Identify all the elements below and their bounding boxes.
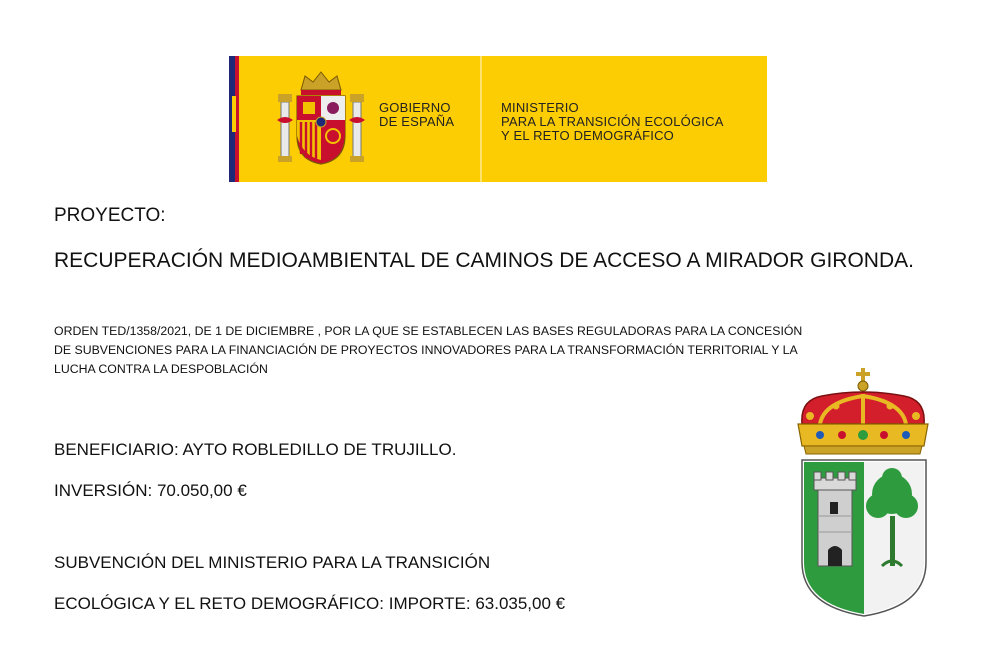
gobierno-line-1: GOBIERNO (379, 100, 451, 115)
municipal-coat-of-arms-icon (790, 366, 938, 618)
gobierno-espana-text (379, 101, 454, 129)
project-label: PROYECTO: (54, 205, 166, 226)
project-title: RECUPERACIÓN MEDIOAMBIENTAL DE CAMINOS DE ACCESO A MIRADOR GIRONDA. (54, 249, 914, 272)
gobierno-line-2: DE ESPAÑA (379, 114, 455, 129)
order-line-1: ORDEN TED/1358/2021, DE 1 DE DICIEMBRE , POR LA QUE SE ESTABLECEN LAS BASES REGULADORAS PARA LA CONCESIÓN (54, 324, 803, 338)
subsidy-line-1: SUBVENCIÓN DEL MINISTERIO PARA LA TRANSICIÓN (54, 553, 491, 572)
spain-coat-of-arms-icon (275, 70, 367, 170)
ministerio-text (501, 101, 724, 143)
banner-divider (480, 56, 482, 182)
investment-text: INVERSIÓN: 70.050,00 € (54, 481, 247, 500)
subsidy-line-2: ECOLÓGICA Y EL RETO DEMOGRÁFICO: IMPORTE: 63.035,00 € (54, 594, 566, 613)
ministerio-line-3: Y EL RETO DEMOGRÁFICO (501, 128, 674, 143)
beneficiary-text: BENEFICIARIO: AYTO ROBLEDILLO DE TRUJILLO. (54, 440, 457, 459)
order-line-3: LUCHA CONTRA LA DESPOBLACIÓN (54, 362, 268, 376)
ministerio-line-2: PARA LA TRANSICIÓN ECOLÓGICA (501, 114, 724, 129)
order-line-2: DE SUBVENCIONES PARA LA FINANCIACIÓN DE PROYECTOS INNOVADORES PARA LA TRANSFORMACIÓN TERRITORIAL Y LA (54, 343, 798, 357)
flag-stripe-yellow (232, 96, 236, 132)
ministerio-line-1: MINISTERIO (501, 100, 579, 115)
government-banner (229, 56, 767, 182)
